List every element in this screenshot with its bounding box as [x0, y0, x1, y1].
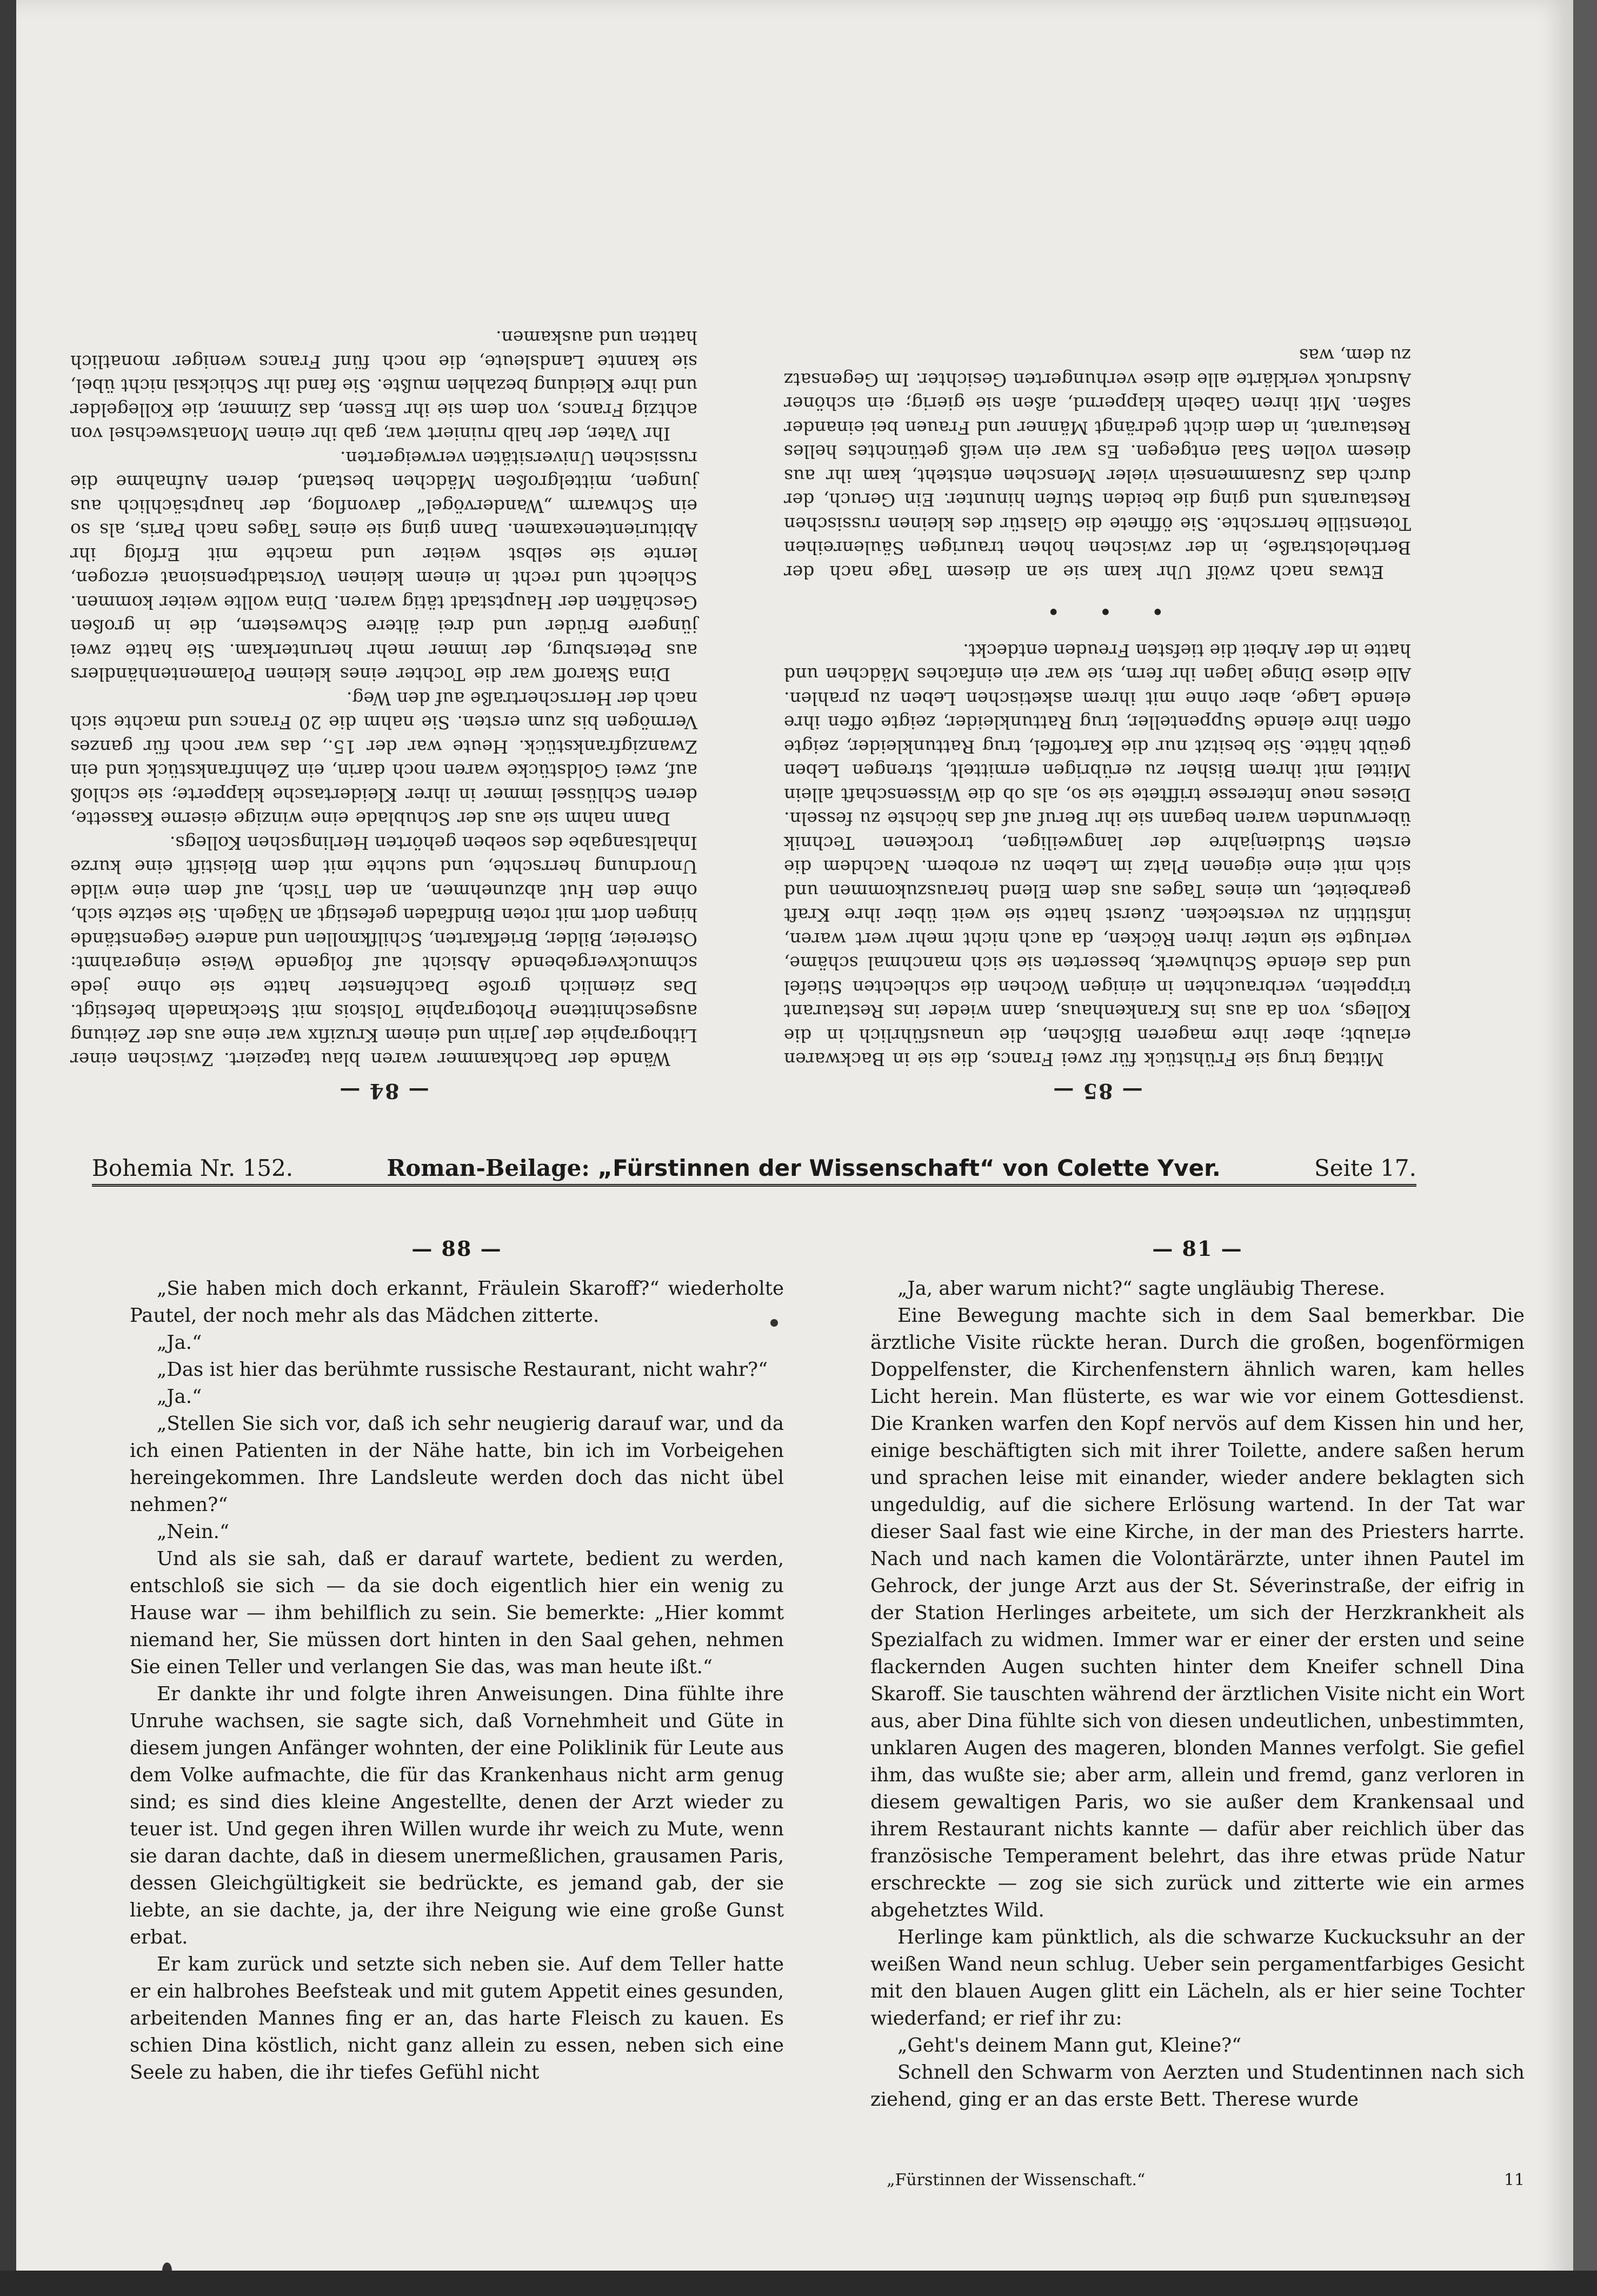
paragraph: Etwas nach zwölf Uhr kam sie an diesem Tage nach der Berthelotstraße, in der zwischen hohen traurigen Säulenreihen Totenstille herrschte. Sie öffnete die Glastür des kleinen russischen Restaurants und ging die beiden Stufen hinunter. Ein Geruch, der durch das Zusammensein vieler Menschen entsteht, kam ihr aus diesem vollen Saal entgegen. Es war ein weiß getünchtes helles Restaurant, in dem dicht gedrängt Männer und Frauen bei einander saßen. Mit ihren Gabeln klappernd, aßen sie gierig; ein schöner Ausdruck verklärte alle diese verhungerten Gesichter. Im Gegensatz zu dem, was	[784, 345, 1411, 583]
supplement-title	[387, 1155, 1220, 1181]
paragraph: Wände der Dachkammer waren blau tapeziert. Zwischen einer Lithographie der Jarlin und einem Kruzifix war eine aus der Zeitung ausgeschnittene Photographie Tolstois mit Stecknadeln befestigt. Das ziemlich große Dachfenster hatte sie ohne jede schmuckvergebende Absicht auf folgende Weise eingerahmt: Ostereier, Bilder, Briefkarten, Schilfknollen und andere Gegenstände hingen dort mit roten Bindfaden gefestigt an Nägeln. Sie setzte sich, ohne den Hut abzunehmen, an den Tisch, auf dem eine wilde Unordnung herrschte, und suchte mit dem Bleistift eine kurze Inhaltsangabe des soeben gehörten Herlingschen Kollegs.	[70, 833, 697, 1070]
scan-left-edge	[0, 0, 16, 2296]
page-label: Seite 17.	[1314, 1154, 1416, 1181]
footer-title: „Fürstinnen der Wissenschaft.“	[887, 2171, 1146, 2189]
lower-page-81	[870, 1235, 1525, 2113]
paragraph: Ihr Vater, der halb ruiniert war, gab ihr einen Monatswechsel von achtzig Francs, von dem sie ihr Essen, das Zimmer, die Kollegelder und ihre Kleidung bezahlen mußte. Sie fand ihr Schicksal nicht übel, sie kannte Landsleute, die noch fünf Francs weniger monatlich hatten und auskamen.	[70, 327, 697, 445]
paragraph: „Geht's deinem Mann gut, Kleine?“	[897, 2034, 1242, 2057]
paragraph: Er kam zurück und setzte sich neben sie. Auf dem Teller hatte er ein halbrohes Beefsteak und mit gutem Appetit eines gesunden, arbeitenden Mannes fing er an, das harte Fleisch zu kauen. Es schien Dina köstlich, nicht ganz allein zu essen, neben sich eine Seele zu haben, die ihr tiefes Gefühl nicht	[130, 1953, 784, 2084]
paragraph: „Stellen Sie sich vor, daß ich sehr neugierig darauf war, und da ich einen Patienten in der Nähe hatte, bin ich im Vorbeigehen hereingekommen. Ihre Landsleute werden doch das nicht übel nehmen?“	[130, 1413, 784, 1516]
supplement-label: Roman-Beilage:	[387, 1154, 590, 1181]
paragraph: Dina Skaroff war die Tochter eines kleinen Polamentenhändlers aus Petersburg, der immer mehr herunterkam. Sie hatte zwei jüngere Brüder und drei ältere Schwestern, die in großen Geschäften der Hauptstadt tätig waren. Dina wollte weiter kommen. Schlecht und recht in einem kleinen Vorstadtpensionat erzogen, lernte sie selbst weiter und machte mit Erfolg ihr Abiturientenexamen. Dann ging sie eines Tages nach Paris, als so ein Schwarm „Wandervögel“ davonflog, der hauptsächlich aus jungen, mittelgroßen Mädchen bestand, deren Aufnahme die russischen Universitäten verweigerten.	[70, 448, 697, 686]
footer-sheet-number: 11	[1503, 2171, 1525, 2189]
paragraph: Er dankte ihr und folgte ihren Anweisungen. Dina fühlte ihre Unruhe wachsen, sie sagte sich, daß Vornehmheit und Güte in diesem jungen Anfänger wohnten, der eine Poliklinik für Leute aus dem Volke aufmachte, die für das Krankenhaus nicht arm genug sind; es sind dies kleine Angestellte, denen der Arzt wieder zu teuer ist. Und gegen ihren Willen wurde ihr weich zu Mute, wenn sie daran dachte, daß in diesem unermeßlichen, grausamen Paris, dessen Gleichgültigkeit sie bedrückte, es jemand gab, der sie liebte, an sie dachte, ja, der ihre Neigung wie eine große Gunst erbat.	[130, 1683, 784, 1948]
upper-inverted-section	[59, 103, 1411, 1103]
novel-title: „Fürstinnen der Wissenschaft“ von Colette Yver.	[597, 1154, 1221, 1181]
paragraph: „Nein.“	[157, 1521, 230, 1543]
page-number: — 88 —	[411, 1236, 502, 1261]
newspaper-header	[92, 1152, 1416, 1187]
paragraph: „Ja.“	[157, 1386, 202, 1408]
scan-right-edge	[1573, 0, 1597, 2296]
upper-page-84	[70, 325, 697, 1103]
paragraph: Schnell den Schwarm von Aerzten und Studentinnen nach sich ziehend, ging er an das erste Bett. Therese wurde	[870, 2061, 1525, 2111]
scan-bottom-edge	[0, 2271, 1597, 2296]
paragraph: „Sie haben mich doch erkannt, Fräulein Skaroff?“ wiederholte Pautel, der noch mehr als das Mädchen zitterte.	[130, 1277, 784, 1327]
paragraph: Herlinge kam pünktlich, als die schwarze Kuckucksuhr an der weißen Wand neun schlug. Ueber sein pergamentfarbiges Gesicht mit den blauen Augen glitt ein Lächeln, als er hier seine Tochter wiederfand; er rief ihr zu:	[870, 1926, 1525, 2029]
page-number: — 81 —	[1152, 1236, 1243, 1261]
upper-page-85	[784, 343, 1411, 1103]
paragraph: „Ja, aber warum nicht?“ sagte ungläubig Therese.	[897, 1277, 1386, 1300]
page-number: — 84 —	[338, 1079, 429, 1103]
ink-speck	[770, 1319, 778, 1327]
page-footer	[887, 2171, 1525, 2189]
publication-issue: Bohemia Nr. 152.	[92, 1154, 294, 1181]
paragraph: Dann nahm sie aus der Schublade eine winzige eiserne Kassette, deren Schlüssel immer in ihrer Kleidertasche klapperte; sie schloß auf, zwei Goldstücke waren noch darin, ein Zehnfrankstück und ein Zwanzigfrankstück. Heute war der 15., das war noch für ganzes Vermögen bis zum ersten. Sie nahm die 20 Francs und machte sich nach der Herrschertraße auf den Weg.	[70, 688, 697, 830]
paragraph: Eine Bewegung machte sich in dem Saal bemerkbar. Die ärztliche Visite rückte heran. Durch die großen, bogenförmigen Doppelfenster, die Kirchenfenstern ähnlich waren, kam helles Licht herein. Man flüsterte, es war wie vor einem Gottesdienst. Die Kranken warfen den Kopf nervös auf dem Kissen hin und her, einige beschäftigten sich mit ihrer Toilette, andere saßen herum und sprachen leise mit einander, wieder andere beklagten sich ungeduldig, auf die sichere Erlösung wartend. In der Tat war dieser Saal fast wie eine Kirche, in der man des Priesters harrte. Nach und nach kamen die Volontärärzte, unter ihnen Pautel im Gehrock, der junge Arzt aus der St. Séverinstraße, der eifrig in der Station Herlinges arbeitete, um sich der Herzkrankheit als Spezialfach zu widmen. Immer war er einer der ersten und seine flackernden Augen suchten hinter dem Kneifer schnell Dina Skaroff. Sie tauschten während der ärztlichen Visite nicht ein Wort aus, aber Dina fühlte sich von diesen undeutlichen, unbestimmten, unklaren Augen des mageren, blonden Mannes verfolgt. Sie gefiel ihm, das wußte sie; aber arm, allein und fremd, ganz verloren in diesem gewaltigen Paris, wo sie außer dem Krankensaal und ihrem Restaurant nichts kannte — dafür aber reichlich über das französische Temperament belehrt, das ihre etwas prüde Natur erschreckte — zog sie sich zurück und zitterte wie ein armes abgehetztes Wild.	[870, 1305, 1525, 1921]
section-separator: • • •	[1030, 598, 1165, 624]
page-number: — 85 —	[1052, 1079, 1143, 1103]
paragraph: Und als sie sah, daß er darauf wartete, bedient zu werden, entschloß sie sich — da sie doch eigentlich hier ein wenig zu Hause war — ihm behilflich zu sein. Sie bemerkte: „Hier kommt niemand her, Sie müssen dort hinten in den Saal gehen, nehmen Sie einen Teller und verlangen Sie das, was man heute ißt.“	[130, 1548, 784, 1678]
paragraph: „Ja.“	[157, 1332, 202, 1354]
paragraph: Mittag trug sie Frühstück für zwei Francs, die sie in Backwaren erlaubt; aber ihre mageren Bißchen, die unausführlich in die Kollegs, von da aus ins Krankenhaus, dann wieder ins Restaurant trippelten, verbrauchten in einigen Wochen die schlechten Stiefel und das elende Schuhwerk, besserten sie sich manchmal schäme, verlugte sie unter ihren Röcken, da auch nicht mehr wert waren, infstittin zu verstecken. Zuerst hatte sie weit über ihre Kraft gearbeitet, um eines Tages aus dem Elend herauszukommen und sich mit eine eigenen Platz im Leben zu erobern. Nachdem die ersten Studienjahre der langweiligen, trockenen Technik überwunden waren begann sie ihr Beruf auf das höchste zu fesseln. Dieses neue Interesse trifftete sie so, als ob die Wissenschaft allein Mittel mit ihrem Bisher zu erübrigen ermittelt, strengen Leben geübt hätte. Sie besitzt nur die Kartoffel, trug Rattunkleider, zeigte offen ihre elende Suppenteller, trug Rattunkleider, zeigte offen ihre elende Lage, aber ohne mit ihrem asketischen Leben zu prahlen. Alle diese Dinge lagen ihr fern, sie war ein einfaches Mädchen und hatte in der Arbeit die tiefsten Freuden entdeckt.	[784, 640, 1411, 1070]
lower-page-88	[130, 1235, 784, 2086]
paragraph: „Das ist hier das berühmte russische Restaurant, nicht wahr?“	[157, 1359, 768, 1381]
